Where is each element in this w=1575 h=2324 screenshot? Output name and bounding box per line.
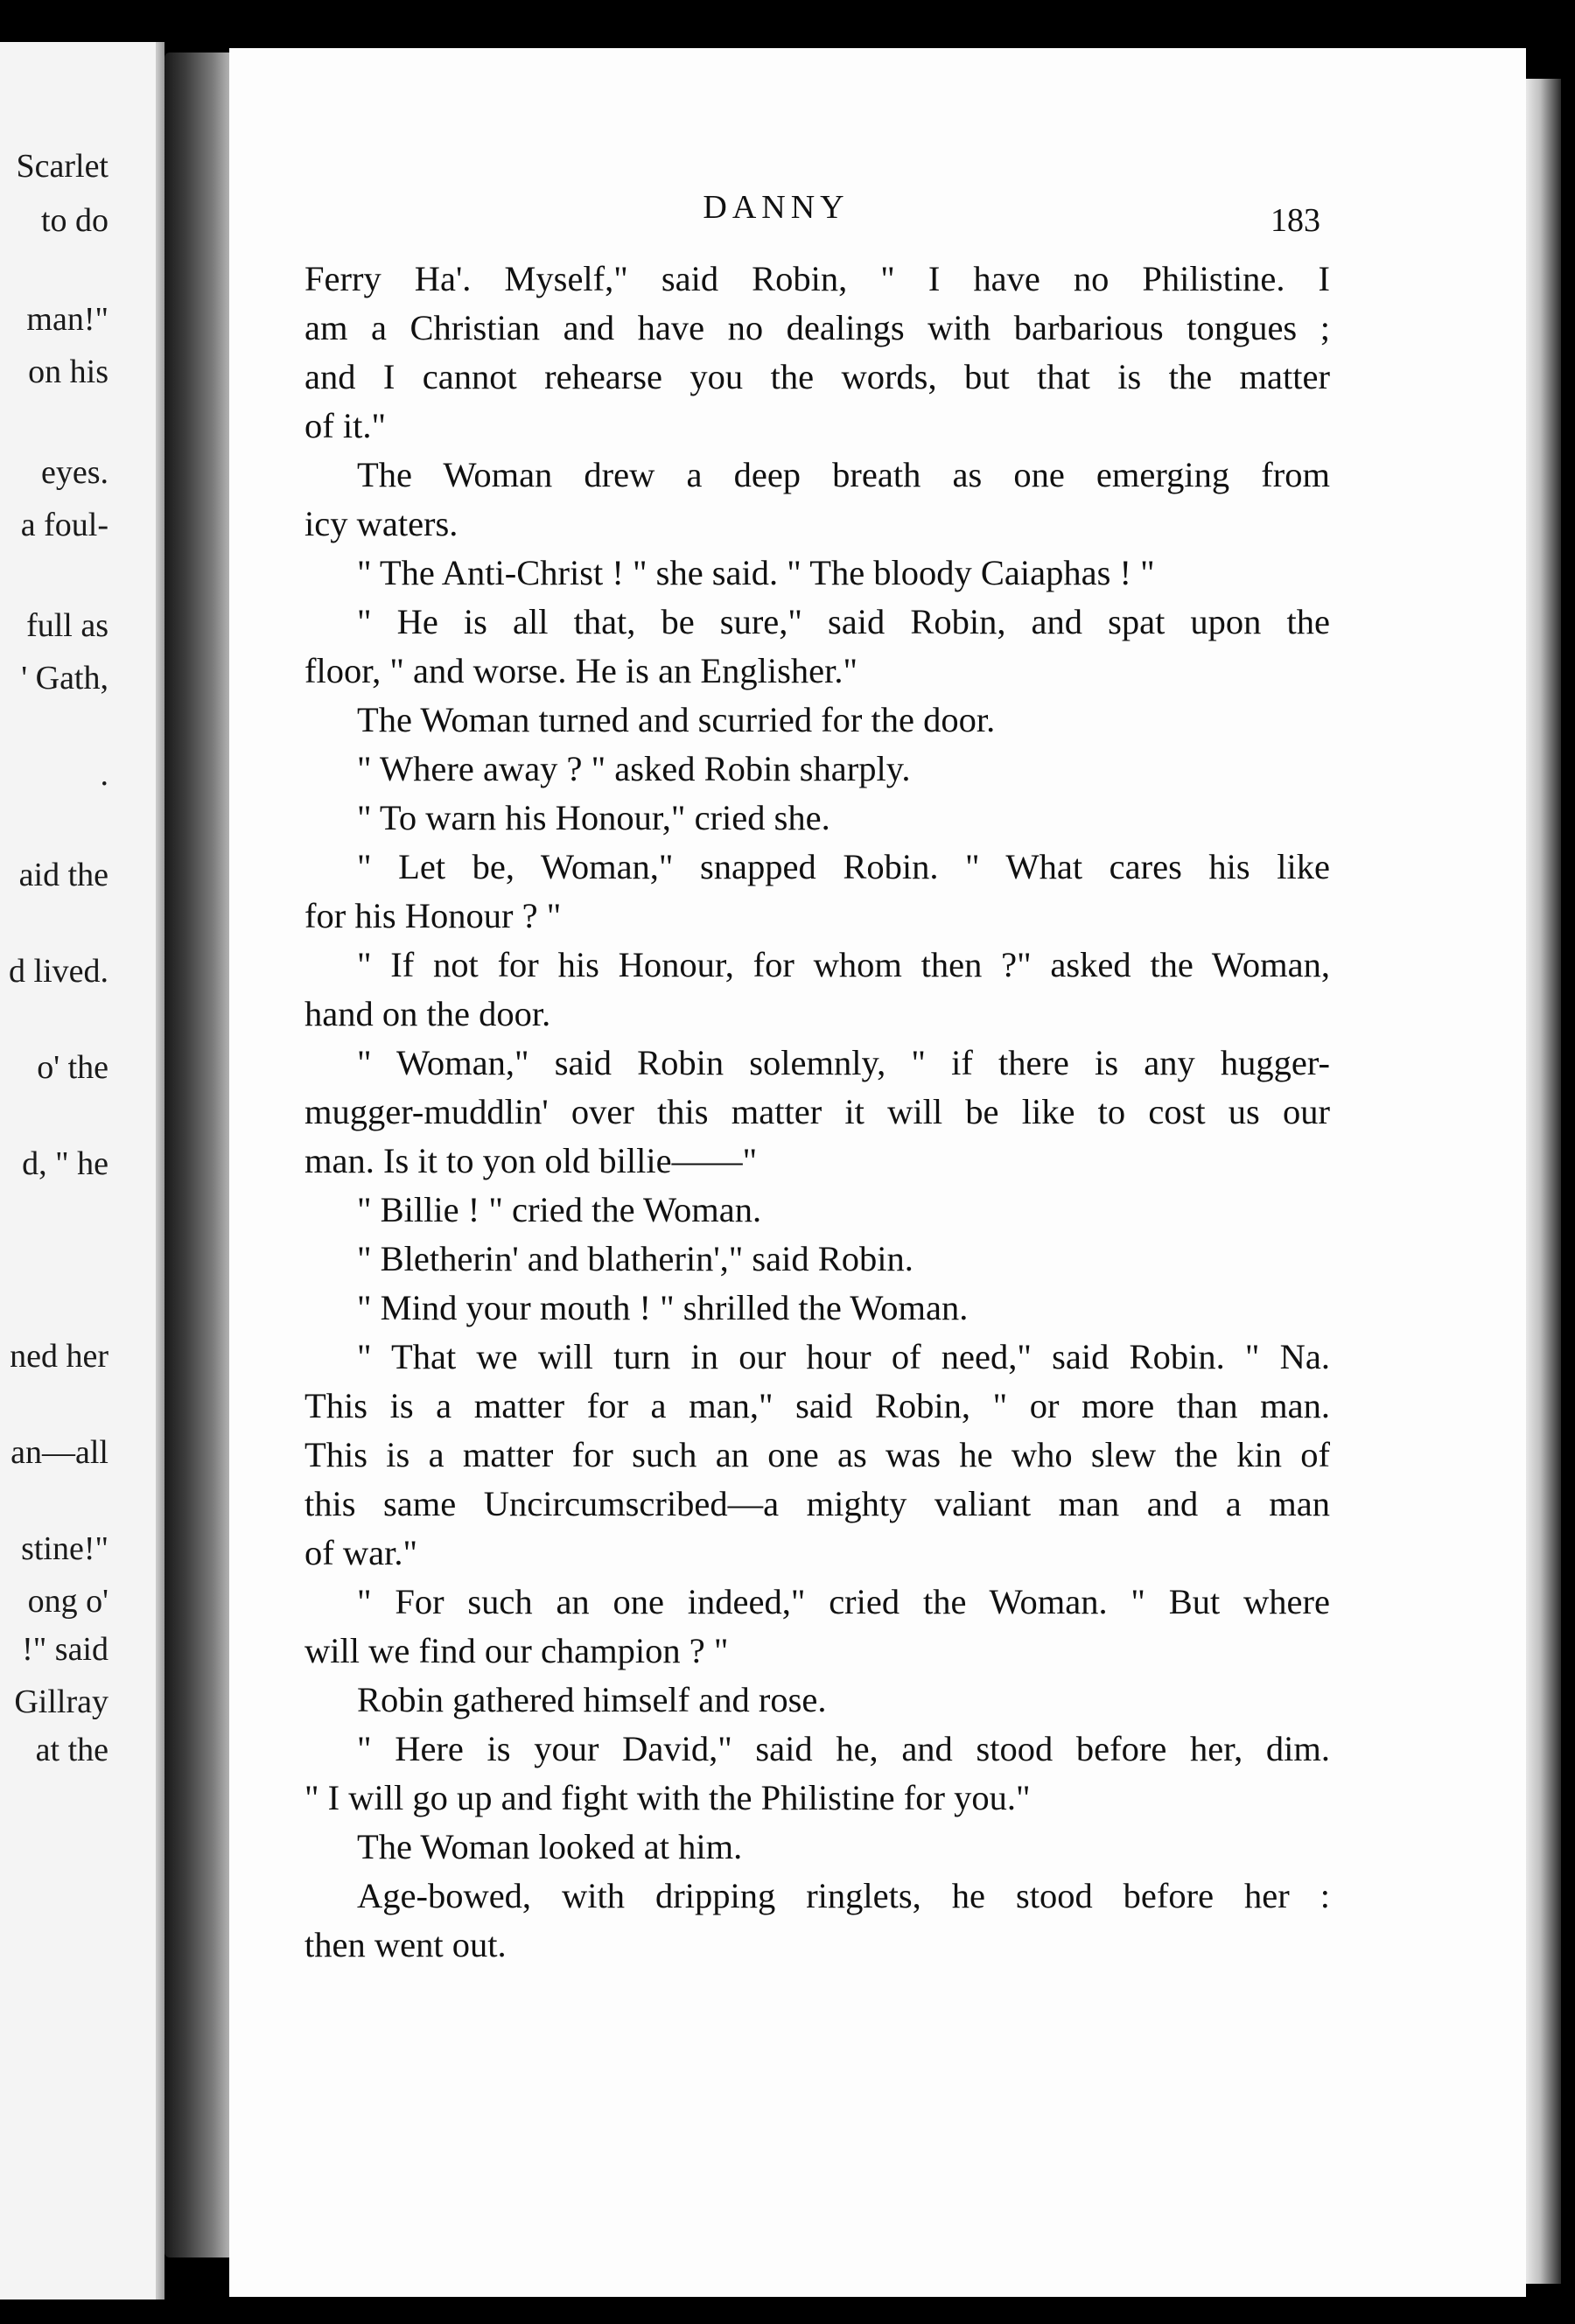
previous-page-text-fragment: ned her bbox=[10, 1338, 108, 1375]
text-line: Robin gathered himself and rose. bbox=[357, 1680, 827, 1719]
previous-page-text-fragment: an—all bbox=[10, 1434, 108, 1471]
text-line: and I cannot rehearse you the words, but that is the matter bbox=[304, 357, 1330, 396]
previous-page-text-fragment: at the bbox=[35, 1732, 108, 1768]
current-page bbox=[229, 48, 1526, 2297]
previous-page-text-fragment: man!" bbox=[26, 301, 108, 338]
text-line: " Mind your mouth ! " shrilled the Woman. bbox=[357, 1288, 969, 1327]
text-line: The Woman looked at him. bbox=[357, 1827, 743, 1866]
previous-page-text-fragment: ' Gath, bbox=[21, 660, 108, 696]
previous-page-text-fragment: d lived. bbox=[9, 953, 108, 990]
previous-page-edge bbox=[156, 42, 164, 2300]
previous-page-text-fragment: !" said bbox=[22, 1631, 108, 1668]
previous-page-text-fragment: d, " he bbox=[22, 1145, 108, 1182]
text-line: The Woman drew a deep breath as one emerging from bbox=[357, 455, 1330, 494]
text-line: icy waters. bbox=[304, 504, 458, 543]
text-line: of it." bbox=[304, 406, 387, 445]
text-line: " Billie ! " cried the Woman. bbox=[357, 1190, 762, 1229]
page-number: 183 bbox=[1270, 202, 1320, 239]
previous-page-text-fragment: aid the bbox=[18, 857, 108, 893]
text-line: mugger-muddlin' over this matter it will be like to cost us our bbox=[304, 1092, 1330, 1131]
previous-page-text-fragment: ong o' bbox=[27, 1583, 108, 1620]
text-line: floor, " and worse. He is an Englisher." bbox=[304, 651, 858, 690]
previous-page-text-fragment: stine!" bbox=[21, 1530, 108, 1567]
page-body-text bbox=[304, 255, 1330, 1970]
text-line: " Bletherin' and blatherin'," said Robin. bbox=[357, 1239, 914, 1278]
text-line: " Here is your David," said he, and stood before her, dim. bbox=[357, 1729, 1330, 1768]
previous-page-text-fragment: Scarlet bbox=[16, 148, 108, 185]
previous-page-text-fragment: full as bbox=[26, 607, 108, 644]
text-line: " Woman," said Robin solemnly, " if there is any hugger- bbox=[357, 1043, 1330, 1082]
previous-page-text-fragment: Gillray bbox=[14, 1684, 108, 1720]
text-line: am a Christian and have no dealings with barbarious tongues ; bbox=[304, 308, 1330, 347]
text-line: man. Is it to yon old billie——" bbox=[304, 1141, 758, 1180]
text-line: " That we will turn in our hour of need," said Robin. " Na. bbox=[357, 1337, 1330, 1376]
previous-page-text-fragment: on his bbox=[28, 354, 108, 390]
text-line: " Where away ? " asked Robin sharply. bbox=[357, 749, 911, 788]
previous-page-text-fragment: . bbox=[100, 756, 108, 793]
previous-page-text-fragment: o' the bbox=[37, 1049, 108, 1086]
previous-page-text-fragment: eyes. bbox=[40, 454, 108, 491]
text-line: " The Anti-Christ ! " she said. " The bloody Caiaphas ! " bbox=[357, 553, 1155, 592]
text-line: This is a matter for such an one as was he who slew the kin of bbox=[304, 1435, 1330, 1474]
text-line: hand on the door. bbox=[304, 994, 551, 1033]
text-line: then went out. bbox=[304, 1925, 507, 1964]
page-edge-shadow bbox=[1526, 79, 1561, 2284]
text-line: of war." bbox=[304, 1533, 417, 1572]
previous-page-text-fragment: to do bbox=[40, 202, 108, 239]
text-line: " For such an one indeed," cried the Woman. " But where bbox=[357, 1582, 1330, 1621]
book-gutter bbox=[164, 52, 233, 2258]
text-line: will we find our champion ? " bbox=[304, 1631, 729, 1670]
text-line: " If not for his Honour, for whom then ?" asked the Woman, bbox=[357, 945, 1330, 984]
text-line: " I will go up and fight with the Philistine for you." bbox=[304, 1778, 1031, 1817]
text-line: " He is all that, be sure," said Robin, and spat upon the bbox=[357, 602, 1330, 641]
text-line: " To warn his Honour," cried she. bbox=[357, 798, 830, 837]
previous-page-text-fragment: a foul- bbox=[20, 507, 108, 543]
text-line: for his Honour ? " bbox=[304, 896, 562, 935]
text-line: Ferry Ha'. Myself," said Robin, " I have no Philistine. I bbox=[304, 259, 1330, 298]
text-line: This is a matter for a man," said Robin, " or more than man. bbox=[304, 1386, 1330, 1425]
text-line: Age-bowed, with dripping ringlets, he stood before her : bbox=[357, 1876, 1330, 1915]
text-line: " Let be, Woman," snapped Robin. " What cares his like bbox=[357, 847, 1330, 886]
previous-page bbox=[0, 42, 164, 2300]
running-head: DANNY bbox=[703, 189, 850, 226]
text-line: The Woman turned and scurried for the door. bbox=[357, 700, 996, 739]
text-line: this same Uncircumscribed—a mighty valiant man and a man bbox=[304, 1484, 1330, 1523]
